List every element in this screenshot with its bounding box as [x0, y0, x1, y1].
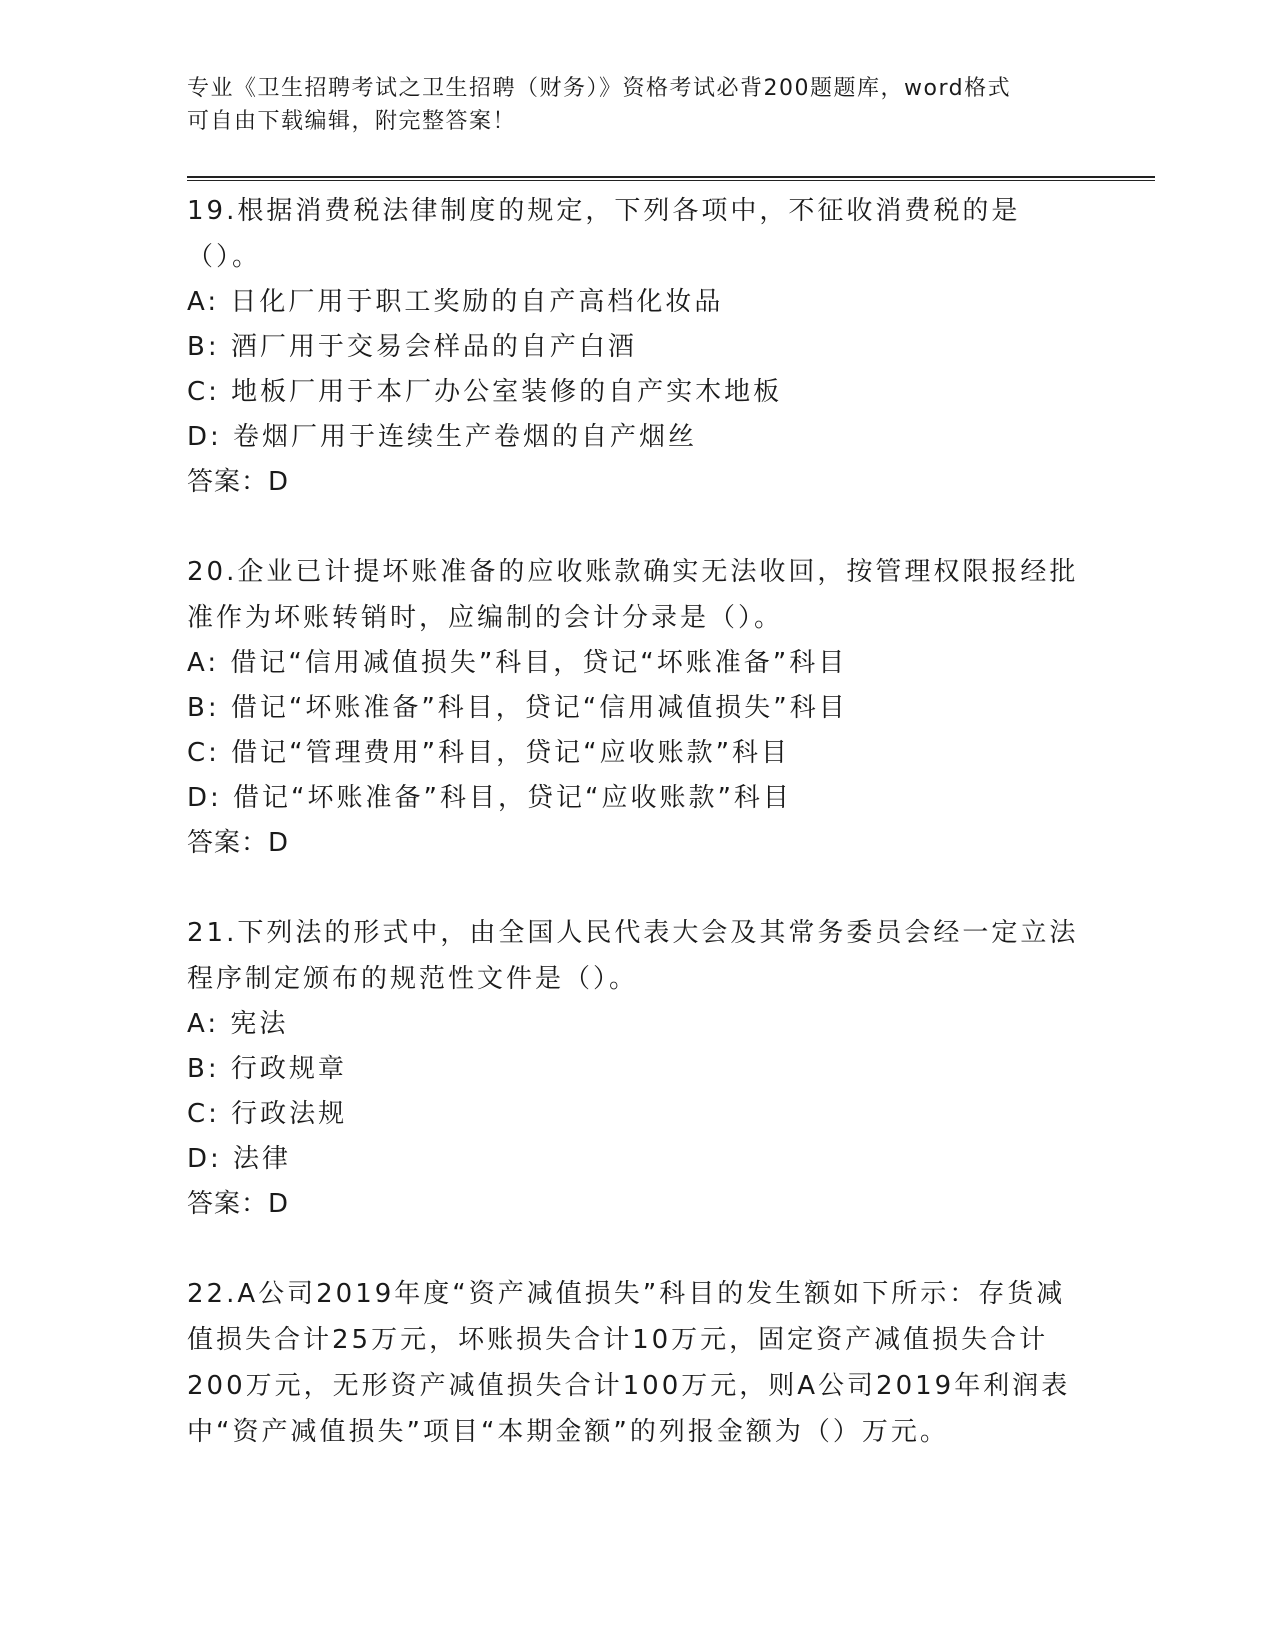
option-d: D: 借记“坏账准备”科目，贷记“应收账款”科目	[187, 783, 792, 813]
option-a: A: 借记“信用减值损失”科目，贷记“坏账准备”科目	[187, 648, 848, 678]
question-stem: 22.A公司2019年度“资产减值损失”科目的发生额如下所示：存货减值损失合计25万元，坏账损失合计10万元，固定资产减值损失合计200万元，无形资产减值损失合计100万元，则A公司2019年利润表中“资产减值损失”项目“本期金额”的列报金额为（）万元。	[187, 1279, 1071, 1447]
question-21	[187, 910, 1087, 1227]
answer: 答案：D	[187, 1189, 290, 1219]
option-b: B: 借记“坏账准备”科目，贷记“信用减值损失”科目	[187, 693, 848, 723]
header-line-2: 可自由下载编辑，附完整答案！	[187, 109, 517, 134]
option-c: C: 借记“管理费用”科目，贷记“应收账款”科目	[187, 738, 791, 768]
option-d: D: 法律	[187, 1144, 292, 1174]
option-b: B: 行政规章	[187, 1054, 347, 1084]
header-line-1: 专业《卫生招聘考试之卫生招聘（财务）》资格考试必背200题题库，word格式	[187, 76, 1012, 101]
answer: 答案：D	[187, 828, 290, 858]
question-list	[187, 188, 1087, 1499]
option-a: A: 日化厂用于职工奖励的自产高档化妆品	[187, 287, 724, 317]
option-c: C: 行政法规	[187, 1099, 348, 1129]
answer: 答案：D	[187, 467, 290, 497]
option-d: D: 卷烟厂用于连续生产卷烟的自产烟丝	[187, 422, 698, 452]
question-stem: 21.下列法的形式中，由全国人民代表大会及其常务委员会经一定立法程序制定颁布的规范性文件是（）。	[187, 918, 1079, 994]
header-divider	[187, 176, 1155, 181]
option-c: C: 地板厂用于本厂办公室装修的自产实木地板	[187, 377, 783, 407]
question-20	[187, 549, 1087, 866]
question-22	[187, 1271, 1087, 1455]
question-19	[187, 188, 1087, 505]
question-stem: 19.根据消费税法律制度的规定，下列各项中，不征收消费税的是（）。	[187, 196, 1021, 272]
option-b: B: 酒厂用于交易会样品的自产白酒	[187, 332, 637, 362]
option-a: A: 宪法	[187, 1009, 289, 1039]
question-stem: 20.企业已计提坏账准备的应收账款确实无法收回，按管理权限报经批准作为坏账转销时，应编制的会计分录是（）。	[187, 557, 1079, 633]
document-header	[187, 72, 1087, 138]
